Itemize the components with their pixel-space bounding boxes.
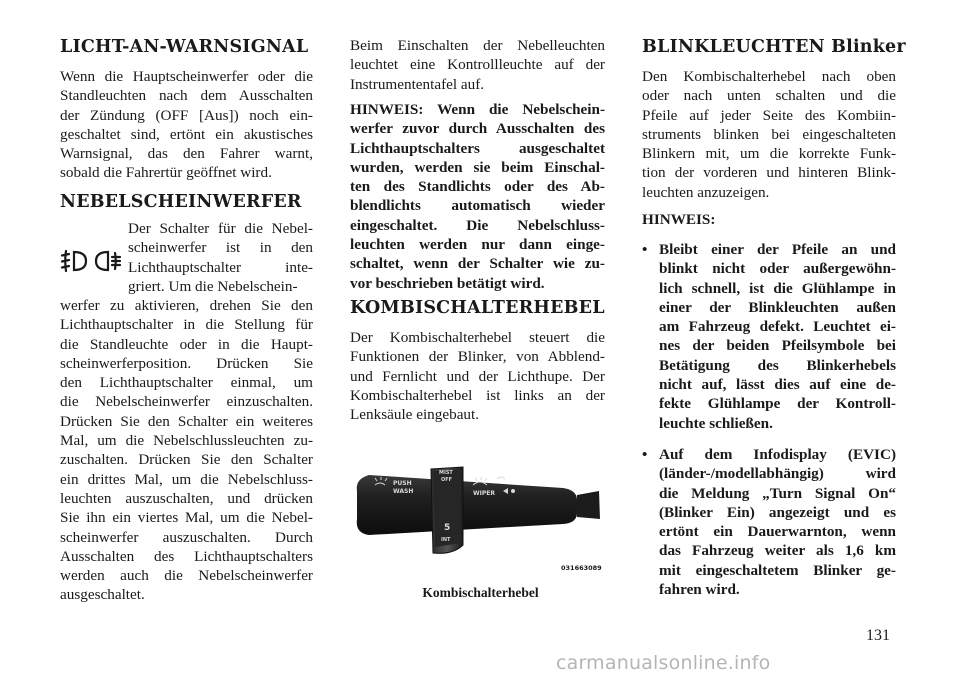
- text-line: der Zündung (OFF [Aus]) noch ein-: [60, 106, 313, 124]
- text-line: vor beschrieben betätigt wird.: [350, 274, 545, 292]
- page-number: 131: [866, 627, 890, 644]
- text-line: Mal, um die Nebelschlussleuchten zu-: [60, 432, 313, 450]
- bullet-marker: •: [642, 241, 648, 258]
- bullet-item-infodisplay: [642, 445, 896, 599]
- text-line: Blinkern mit, um die korrekte Funk-: [642, 145, 896, 163]
- text-line: Lichthauptschalter inte-: [128, 258, 313, 276]
- text-line: Warnsignal, das den Fahrer warnt,: [60, 145, 313, 163]
- watermark: carmanualsonline.info: [556, 652, 771, 674]
- text-line: die Standleuchte oder in die Haupt-: [60, 335, 313, 353]
- text-line: Lichthauptschalters ausgeschaltet: [350, 139, 605, 157]
- text-line: ten des Standlichts oder des Ab-: [350, 178, 605, 196]
- figure-code: 031663089: [561, 564, 602, 572]
- bullet-text-pfeile: [659, 240, 896, 433]
- paragraph-blinkleuchten: [642, 67, 896, 202]
- text-line: struments blinken bei eingeschalteten: [642, 125, 896, 143]
- lever-label-off: OFF: [441, 477, 453, 483]
- text-line: scheinwerferposition. Drücken Sie: [60, 354, 313, 372]
- text-line: Lenksäule eingebaut.: [350, 406, 480, 424]
- text-line: am Fahrzeug defekt. Leuchtet ei-: [659, 318, 896, 336]
- text-line: ertönt ein Dauerwarnton, wenn: [659, 523, 896, 541]
- text-line: werfer zu aktivieren, drehen Sie den: [60, 297, 313, 314]
- text-line: wurden, werden sie beim Einschal-: [350, 158, 605, 176]
- bullet-item-pfeile: [642, 240, 896, 433]
- heading-nebelscheinwerfer: NEBELSCHEINWERFER: [60, 192, 302, 212]
- text-line: Kombischalterhebel ist links an der: [350, 386, 605, 404]
- text-line: leuchten werden nur dann einge-: [350, 236, 605, 254]
- text-line: Der Kombischalterhebel steuert die: [350, 329, 605, 346]
- text-line: Den Kombischalterhebel nach oben: [642, 68, 896, 85]
- text-line: werfer zuvor durch Ausschalten des: [350, 120, 605, 138]
- bullet-text-infodisplay: [659, 445, 896, 599]
- text-line: Sie ihn ein viertes Mal, um die Nebel-: [60, 509, 313, 527]
- text-line: nicht auf, lässt dies auf eine de-: [659, 376, 896, 394]
- text-line: fekte Glühlampe der Kontroll-: [659, 395, 896, 413]
- fog-light-icon: [60, 248, 122, 274]
- paragraph-kombischalterhebel: [350, 328, 605, 424]
- text-line: zuschalten. Drücken Sie den Schalter: [60, 451, 313, 469]
- text-line: Ausschalten des Lichthauptschalters: [60, 547, 313, 565]
- paragraph-warnsignal: [60, 67, 313, 183]
- text-line: Bleibt einer der Pfeile an und: [659, 241, 896, 258]
- text-line: Drücken Sie den Schalter ein weiteres: [60, 412, 313, 430]
- text-line: tion der vorderen und hinteren Blink-: [642, 164, 896, 182]
- combination-lever-figure: [353, 455, 608, 605]
- text-line: einer der Blinkleuchten außen: [659, 298, 896, 316]
- text-line: nes der beiden Pfeilsymbole bei: [659, 337, 896, 355]
- text-line: Auf dem Infodisplay (EVIC): [659, 446, 896, 463]
- paragraph-fog-intro: [128, 219, 313, 296]
- text-line: schaltet, wenn der Schalter wie zu-: [350, 255, 605, 273]
- text-line: blendlichts automatisch wieder: [350, 197, 605, 215]
- lever-label-int: INT: [441, 537, 451, 543]
- text-line: leuchten anzuzeigen.: [642, 183, 770, 201]
- text-line: lich schnell, ist die Glühlampe in: [659, 279, 896, 297]
- text-line: Beim Einschalten der Nebelleuchten: [350, 37, 605, 54]
- heading-kombischalterhebel: KOMBISCHALTERHEBEL: [350, 298, 605, 318]
- text-line: ein drittes Mal, um die Nebelschluss-: [60, 470, 313, 488]
- text-line: den Lichthauptschalter einmal, um: [60, 374, 313, 392]
- text-line: und Fernlicht und der Lichthupe. Der: [350, 367, 605, 385]
- lever-label-push: PUSH: [393, 480, 412, 487]
- text-line: werden auch die Nebelscheinwerfer: [60, 567, 313, 585]
- text-line: leuchten auszuschalten, und drücken: [60, 489, 313, 507]
- note-label: HINWEIS:: [642, 211, 716, 228]
- text-line: oder nach unten schalten und die: [642, 87, 896, 105]
- text-line: (Blinker Ein) angezeigt und es: [659, 503, 896, 521]
- text-line: sobald die Fahrertür geöffnet wird.: [60, 164, 272, 182]
- text-line: Wenn die Hauptscheinwerfer oder die: [60, 68, 313, 85]
- text-line: (länder-/modellabhängig) wird: [659, 465, 896, 483]
- text-line: Instrumententafel auf.: [350, 75, 485, 93]
- lever-label-mist: MIST: [439, 470, 453, 476]
- bullet-marker: •: [642, 446, 648, 463]
- lever-label-speed: 5: [444, 523, 451, 533]
- text-line: scheinwerfer auszuschalten. Durch: [60, 528, 313, 546]
- note-nebelscheinwerfer: [350, 100, 605, 293]
- text-line: eingeschaltet. Die Nebelschluss-: [350, 216, 605, 234]
- text-line: leuchtet eine Kontrollleuchte auf der: [350, 56, 605, 74]
- text-line: die Nebelscheinwerfer einzuschalten.: [60, 393, 313, 411]
- heading-licht-an-warnsignal: LICHT-AN-WARNSIGNAL: [60, 37, 309, 57]
- text-line: Betätigung des Blinkerhebels: [659, 356, 896, 374]
- text-line: geschaltet sind, ertönt ein akustisches: [60, 125, 313, 143]
- text-line: das Fahrzeug weiter als 1,6 km: [659, 542, 896, 560]
- lever-label-wash: WASH: [393, 488, 414, 495]
- text-line: HINWEIS: Wenn die Nebelschein-: [350, 101, 605, 118]
- text-line: ausgeschaltet.: [60, 586, 145, 604]
- text-line: Lichthauptschalter in die Stellung für: [60, 316, 313, 334]
- text-line: Pfeile auf jeder Seite des Kombiin-: [642, 106, 896, 124]
- lever-label-wiper: WIPER: [473, 490, 495, 497]
- text-line: scheinwerfer ist in den: [128, 239, 313, 257]
- text-line: fahren wird.: [659, 581, 740, 599]
- text-line: Standleuchten nach dem Ausschalten: [60, 87, 313, 105]
- text-line: leuchte schließen.: [659, 414, 773, 432]
- text-line: blinkt nicht oder außergewöhn-: [659, 260, 896, 278]
- text-line: griert. Um die Nebelschein-: [128, 277, 298, 295]
- text-line: Funktionen der Blinker, von Abblend-: [350, 348, 605, 366]
- heading-blinkleuchten: BLINKLEUCHTEN Blinker: [642, 37, 906, 57]
- text-line: die Meldung „Turn Signal On“: [659, 484, 896, 502]
- text-line: Der Schalter für die Nebel-: [128, 220, 313, 237]
- figure-caption: Kombischalterhebel: [422, 585, 539, 600]
- text-line: mit eingeschaltetem Blinker ge-: [659, 561, 896, 579]
- paragraph-nebelscheinwerfer: [60, 296, 313, 605]
- paragraph-kontrollleuchte: [350, 36, 605, 94]
